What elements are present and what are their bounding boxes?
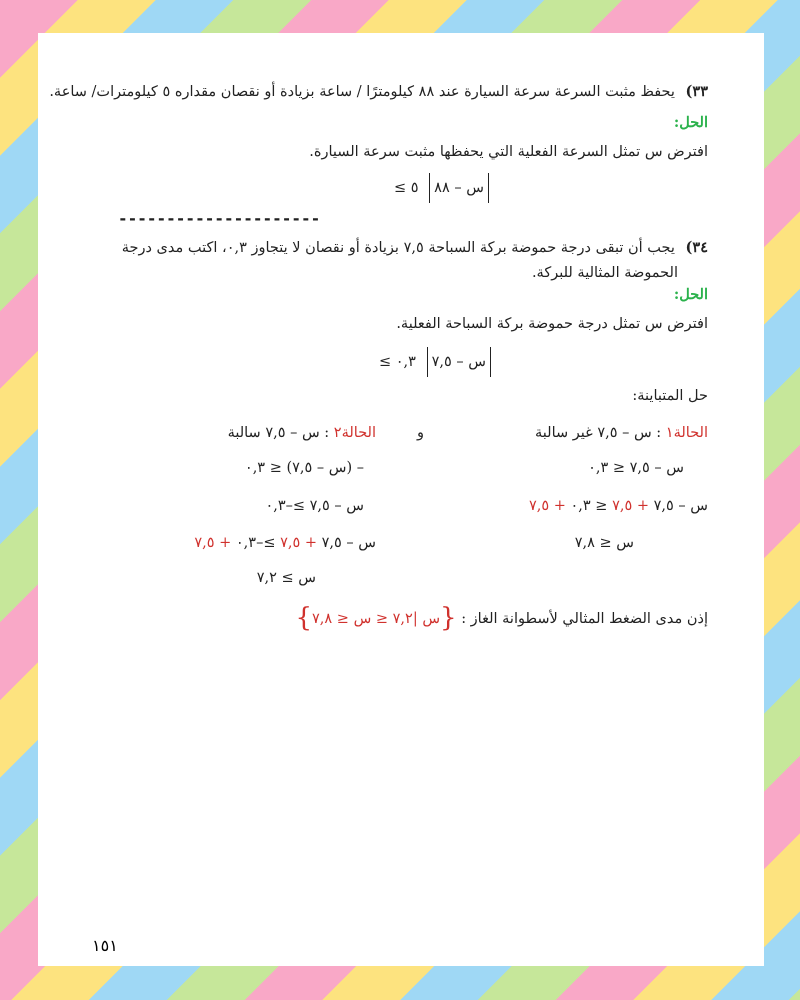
conclusion [295, 603, 708, 633]
page-sheet [38, 33, 764, 966]
case1-step2-add2: + ٧,٥ [528, 498, 566, 514]
q34-abs-expression [427, 347, 491, 377]
set-brace-close: } [295, 603, 313, 633]
q34-abs-inequality [379, 347, 491, 377]
q33-assumption: افترض س تمثل السرعة الفعلية التي يحفظها مثبت سرعة السيارة. [309, 144, 708, 160]
case1-step1: س – ٧,٥ ≤ ٠,٣ [588, 460, 684, 476]
question-33-text: يحفظ مثبت السرعة سرعة السيارة عند ٨٨ كيلومترًا / ساعة بزيادة أو نقصان مقداره ٥ كيلومترات/ ساعة. [49, 84, 675, 100]
page-number: ١٥١ [92, 936, 118, 955]
case2-label: الحالة٢ [333, 425, 376, 441]
conclusion-set: س |٧,٢ ≤ س ≤ ٧,٨ [312, 611, 441, 627]
question-34-number: ٣٤) [685, 239, 708, 256]
case2-step1: – (س – ٧,٥) ≤ ٠,٣ [244, 460, 364, 476]
solve-inequality-label: حل المتباينة: [632, 388, 708, 404]
conclusion-prefix: إذن مدى الضغط المثالي لأسطوانة الغاز : [461, 611, 708, 627]
case1-step2 [529, 498, 708, 514]
section-separator: --------------------- [118, 209, 321, 228]
case2-step3-part2: ≥–٠,٣ [235, 535, 276, 551]
q33-abs-expression [429, 173, 489, 203]
q34-assumption: افترض س تمثل درجة حموضة بركة السباحة الفعلية. [396, 316, 708, 332]
q33-solution-label: الحل: [673, 114, 708, 131]
case1-step2-add1: + ٧,٥ [612, 498, 650, 514]
case2-step3-add1: + ٧,٥ [280, 535, 318, 551]
case1-label: الحالة١ [665, 425, 708, 441]
q34-solution-label: الحل: [673, 286, 708, 303]
question-34 [122, 239, 708, 256]
q34-abs-inner: س – ٧,٥ [431, 354, 486, 370]
case2-step3 [194, 535, 376, 551]
question-34-text-line2: الحموضة المثالية للبركة. [531, 265, 678, 281]
case2-step3-add2: + ٧,٥ [194, 535, 232, 551]
case2-condition: : س – ٧,٥ سالبة [227, 425, 330, 441]
and-word: و [416, 425, 424, 441]
case1-title [535, 425, 708, 441]
case1-step2-part2: ≤ ٠,٣ [570, 498, 608, 514]
case2-title [228, 425, 376, 441]
case2-step2: س – ٧,٥ ≥–٠,٣ [265, 498, 364, 514]
case2-step4: س ≥ ٧,٢ [256, 570, 316, 586]
page-content [38, 33, 764, 966]
question-34-text-line1: يجب أن تبقى درجة حموضة بركة السباحة ٧,٥ بزيادة أو نقصان لا يتجاوز ٠,٣، اكتب مدى درجة [121, 240, 675, 256]
case1-condition: : س – ٧,٥ غير سالبة [535, 425, 662, 441]
case1-step3: س ≤ ٧,٨ [574, 535, 634, 551]
q34-abs-rhs: ≤ ٠,٣ [379, 354, 416, 370]
question-33 [49, 83, 708, 100]
q33-abs-inner: س – ٨٨ [434, 180, 484, 196]
case1-step2-part1: س – ٧,٥ [653, 498, 708, 514]
q33-abs-inequality [394, 173, 489, 203]
q33-abs-rhs: ≤ ٥ [394, 180, 419, 196]
set-brace-open: { [440, 603, 457, 633]
case2-step3-part1: س – ٧,٥ [321, 535, 376, 551]
question-33-number: ٣٣) [685, 83, 708, 100]
